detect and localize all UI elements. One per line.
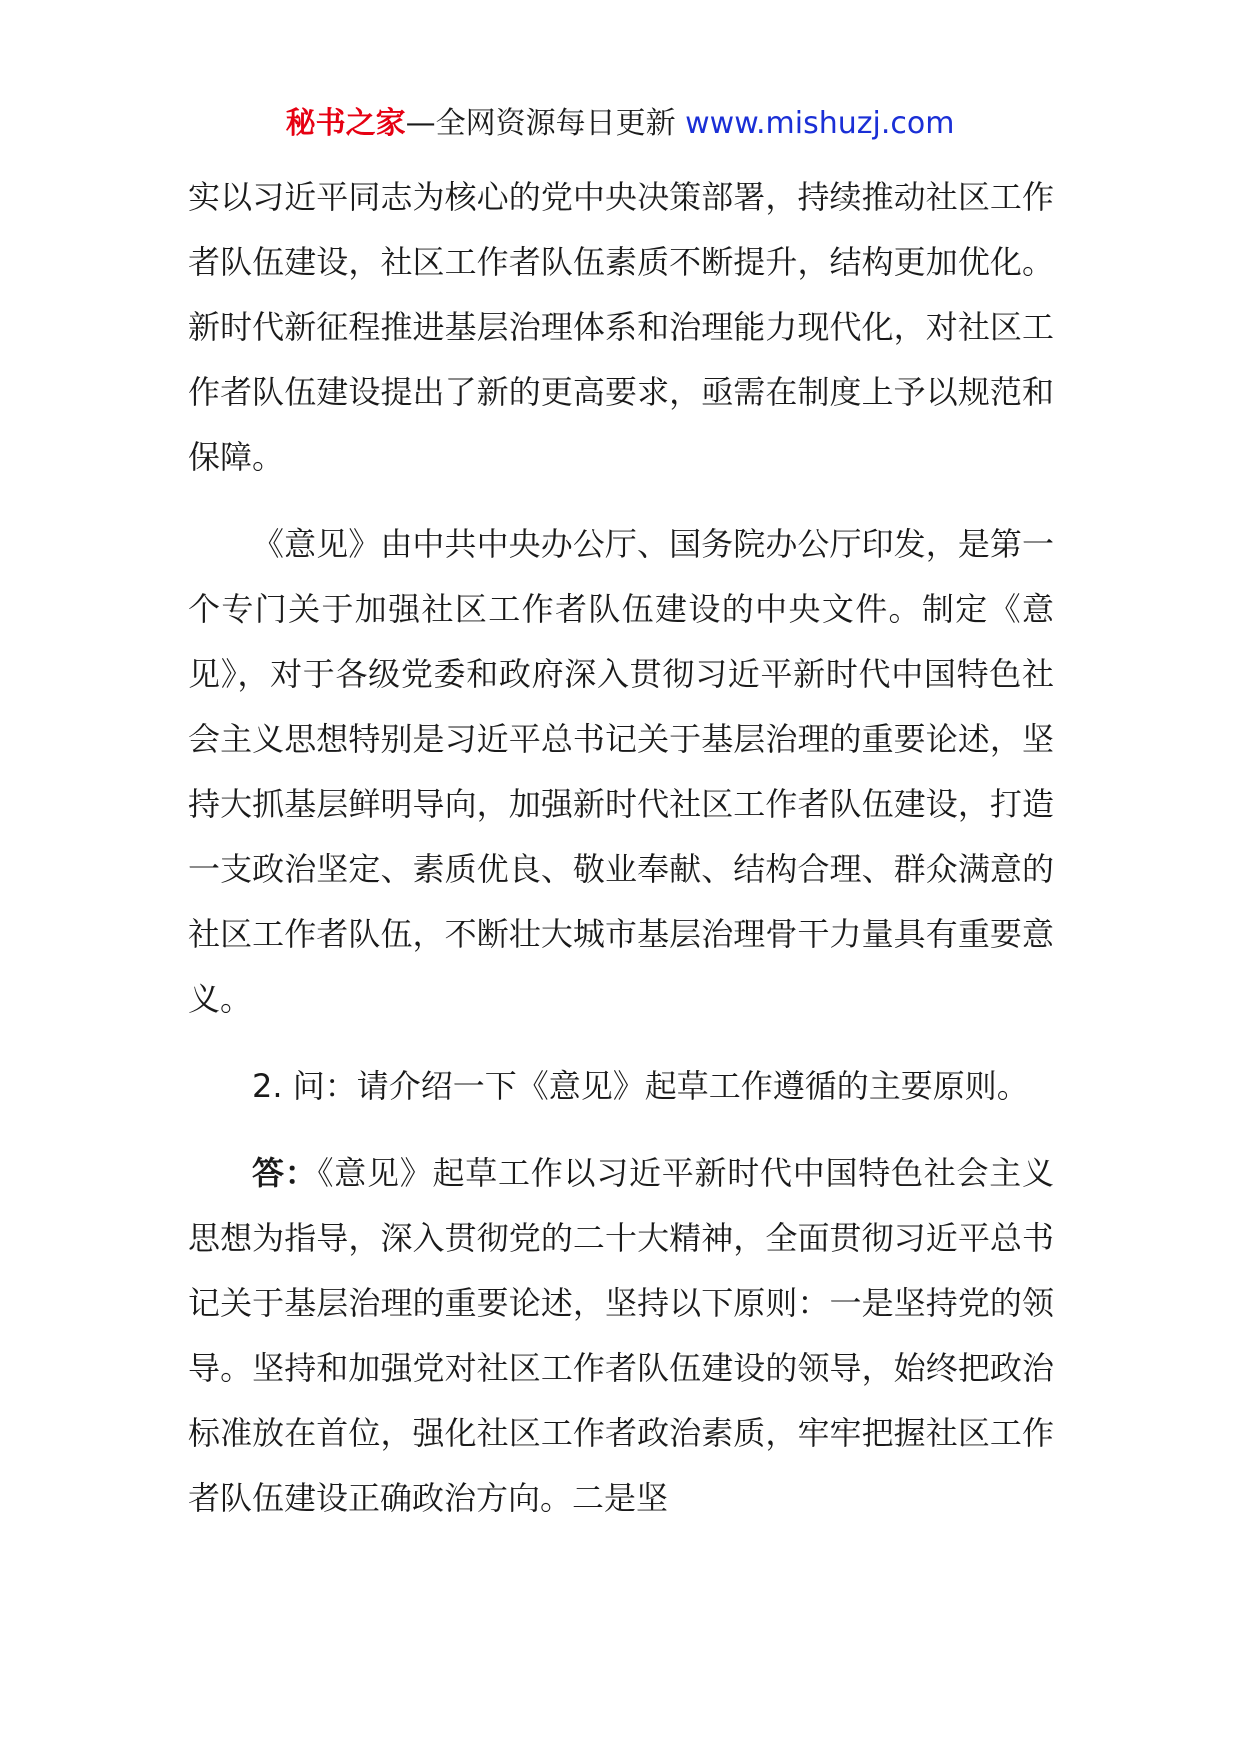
- answer-text: 《意见》起草工作以习近平新时代中国特色社会主义思想为指导，深入贯彻党的二十大精神，全面贯彻习近平总书记关于基层治理的重要论述，坚持以下原则：一是坚持党的领导。坚持和加强党对社区工作者队伍建设的领导，始终把政治标准放在首位，强化社区工作者政治素质，牢牢把握社区工作者队伍建设正确政治方向。二是坚: [188, 1154, 1054, 1517]
- site-brand: 秘书之家: [285, 106, 406, 141]
- question-2: 2. 问：请介绍一下《意见》起草工作遵循的主要原则。: [252, 1067, 1029, 1105]
- answer-label: 答：: [252, 1154, 318, 1192]
- document-body: [188, 165, 1054, 1553]
- site-url-link[interactable]: www.mishuzj.com: [685, 106, 955, 141]
- paragraph-opinion-intro: 《意见》由中共中央办公厅、国务院办公厅印发，是第一个专门关于加强社区工作者队伍建设的中央文件。制定《意见》，对于各级党委和政府深入贯彻习近平新时代中国特色社会主义思想特别是习近平总书记关于基层治理的重要论述，坚持大抓基层鲜明导向，加强新时代社区工作者队伍建设，打造一支政治坚定、素质优良、敬业奉献、结构合理、群众满意的社区工作者队伍，不断壮大城市基层治理骨干力量具有重要意义。: [188, 525, 1054, 1018]
- site-tagline: —全网资源每日更新: [405, 106, 676, 141]
- paragraph-continuation: 实以习近平同志为核心的党中央决策部署，持续推动社区工作者队伍建设，社区工作者队伍素质不断提升，结构更加优化。新时代新征程推进基层治理体系和治理能力现代化，对社区工作者队伍建设提出了新的更高要求，亟需在制度上予以规范和保障。: [188, 178, 1054, 476]
- answer-2: [188, 1141, 1054, 1531]
- site-header: [0, 104, 1240, 144]
